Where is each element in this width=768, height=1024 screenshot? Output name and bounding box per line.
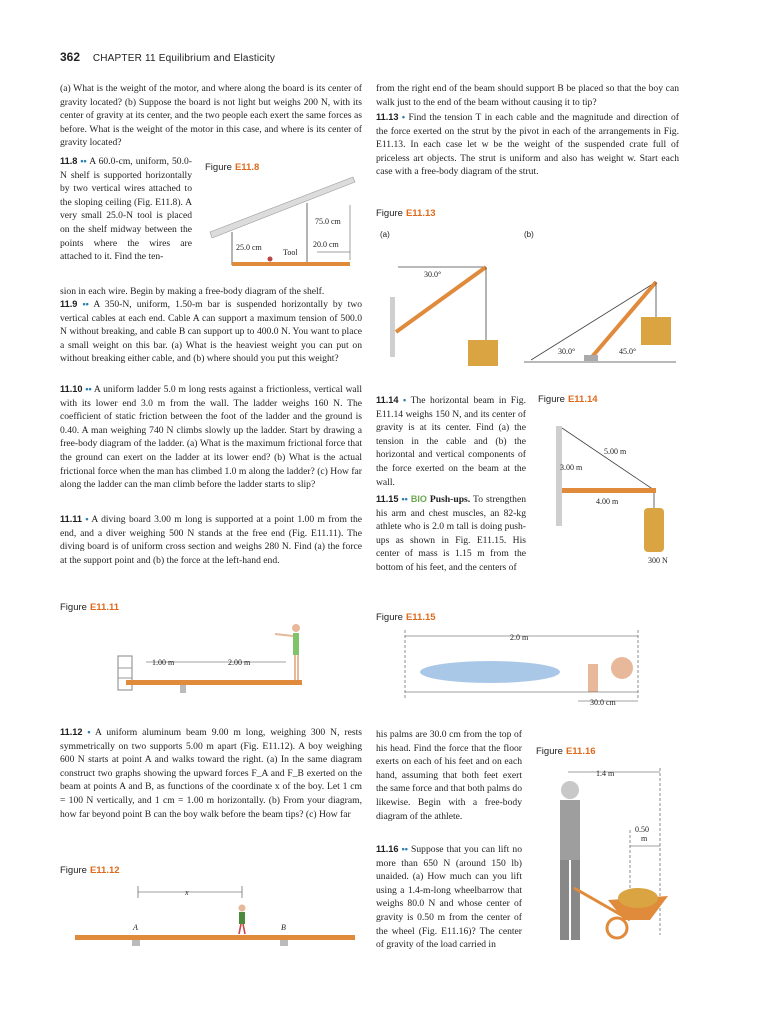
figure-e11-11 — [110, 618, 320, 698]
cable-b — [531, 282, 656, 360]
dim-5m: 5.00 m — [604, 447, 627, 456]
support-a — [132, 940, 140, 946]
left-column-top — [60, 82, 362, 150]
problem-11-14 — [376, 394, 526, 489]
point-b-label: B — [281, 923, 286, 932]
dim-3m: 3.00 m — [560, 463, 583, 472]
person-torso — [560, 800, 580, 860]
problem-text: Suppose that you can lift no more than 650 N (around 150 lb) unaided. (a) How much can you lift using a 1.4-m-long wheelbarrow that weighs 80.0 N and whose center of gravity is 0.50 m from the center of the wheel (Fig. E11.16)? The center of gravity of the load carried in — [376, 844, 522, 951]
angle-b2: 45.0° — [619, 347, 637, 356]
support-b — [280, 940, 288, 946]
weight-label: 300 N — [648, 556, 668, 565]
panel-b-label: (b) — [524, 230, 534, 239]
difficulty-dots: • — [401, 112, 406, 122]
figure-e11-14 — [538, 408, 688, 573]
figure-e11-12 — [72, 880, 362, 952]
problem-number: 11.12 — [60, 727, 83, 737]
problem-text: Find the tension T in each cable and the magnitude and direction of the force exerted on the strut by the pivot in each of the arrangements in Fig. E11.13. In each case let w be the weight of the suspended crate full of priceless art objects. The strut is uniform and also has weight w. Start each case with a free-body diagram of the strut. — [376, 112, 680, 178]
boy-head — [239, 905, 246, 912]
right-column-top — [376, 82, 679, 109]
problem-number: 11.9 — [60, 299, 78, 309]
problem-11-15-continued — [376, 728, 522, 823]
difficulty-dots: • — [87, 727, 91, 737]
angle-a: 30.0° — [424, 270, 442, 279]
board-support — [180, 685, 186, 693]
diver-head — [292, 624, 300, 632]
difficulty-dots: •• — [82, 299, 89, 309]
problem-11-8-continued — [60, 285, 362, 299]
difficulty-dots: •• — [80, 156, 87, 166]
problem-number: 11.11 — [60, 514, 82, 524]
figure-e11-8 — [205, 172, 365, 272]
aluminum-beam — [75, 935, 355, 940]
point-a-label: A — [133, 923, 138, 932]
tool-label: Tool — [283, 248, 298, 257]
wall-a — [390, 297, 395, 357]
problem-number: 11.16 — [376, 844, 399, 854]
difficulty-dots: • — [85, 514, 89, 524]
crate-a — [468, 340, 498, 366]
figure-e11-13 — [376, 222, 680, 372]
problem-text: A diving board 3.00 m long is supported at a point 1.00 m from the end, and a diver weighing 500 N stands at the free end (Fig. E11.11). The diving board is of uniform cross section and weighs 280 N. Find (a) the force at the support point and (b) the force at the left-hand end. — [60, 514, 363, 566]
problem-title: Push-ups. — [429, 494, 471, 505]
tool-icon — [268, 257, 273, 262]
dim-75cm: 75.0 cm — [315, 217, 341, 226]
problem-text: To strengthen his arm and chest muscles, an 82-kg athlete who is 2.0 m tall is doing push-ups as shown in Fig. E11.15. His center of mass is 1.15 m from the bottom of his feet, and the centers of — [376, 494, 527, 573]
horizontal-beam — [562, 488, 656, 493]
person-head — [561, 781, 579, 799]
person-leg — [560, 860, 569, 940]
difficulty-dots: •• — [401, 844, 408, 854]
figure-label-e11-11: Figure E11.11 — [60, 602, 119, 613]
crate-b — [641, 317, 671, 345]
paragraph: from the right end of the beam should support B be placed so that the boy can walk just to the end of the beam without causing it to tip? — [376, 83, 679, 108]
problem-text: his palms are 30.0 cm from the top of his head. Find the force that the floor exerts on each of his feet and on each hand, assuming that both feet exert the same force and that both palms do likewise. Begin with a free-body diagram of the athlete. — [376, 729, 522, 822]
dim-4m: 4.00 m — [596, 497, 619, 506]
diving-board — [126, 680, 302, 685]
difficulty-dots: • — [403, 395, 407, 405]
figure-label-e11-14: Figure E11.14 — [538, 394, 598, 405]
panel-a-label: (a) — [380, 230, 390, 239]
problem-text: A uniform ladder 5.0 m long rests against a frictionless, vertical wall with its lower end 3.0 m from the wall. The ladder weighs 160 N. The coefficient of static friction between the foot of the ladder and the ground is 0.40. A man weighing 740 N climbs slowly up the ladder. Start by drawing a free-body diagram of the ladder. (a) What is the maximum frictional force that the ground can exert on the ladder at its lower end? (b) What is the actual frictional force when the man has climbed 1.0 m along the ladder? (c) How far along the ladder can the man climb before the ladder starts to slip? — [60, 384, 363, 491]
chapter-title: CHAPTER 11 Equilibrium and Elasticity — [92, 53, 276, 64]
paragraph: (a) What is the weight of the motor, and where along the board is its center of gravity located? (b) Suppose the board is not light but weighs 200 N, with its center of gravity at its center, and the two people each exert the same forces as before. What is the weight of the motor in this case, and where is its center of gravity located? — [60, 83, 362, 149]
dim-20cm: 20.0 cm — [313, 240, 339, 249]
dim-m: m — [641, 834, 648, 843]
problem-text: A uniform aluminum beam 9.00 m long, weighing 300 N, rests symmetrically on two supports 5.00 m apart (Fig. E11.12). A boy weighing 600 N starts at point A and walks toward the right. (a) In the same diagram construct two graphs showing the upward forces F_A and F_B exerted on the beam at points A and B, as functions of the coordinate x of the boy. Let 1 cm = 100 N vertically, and 1 cm = 1.00 m horizontally. (b) From your diagram, how far beyond point B can the boy walk before the beam tips? (c) How far — [60, 727, 362, 820]
problem-11-10 — [60, 383, 362, 492]
page-number: 362 — [60, 50, 81, 64]
shelf — [232, 262, 350, 266]
boy-body — [239, 912, 245, 924]
page-header — [60, 50, 275, 64]
cable — [562, 428, 654, 490]
dim-1m: 1.00 m — [152, 658, 175, 667]
wall — [556, 426, 562, 526]
figure-label-e11-16: Figure E11.16 — [536, 746, 596, 757]
dim-1-4m: 1.4 m — [596, 769, 615, 778]
problem-text: The horizontal beam in Fig. E11.14 weighs 150 N, and its center of gravity is at its center. Find (a) the tension in the cable and (b) the horizontal and vertical components of the force exerted on the beam at the wall. — [376, 395, 526, 488]
dim-2m: 2.00 m — [228, 658, 251, 667]
load — [618, 888, 658, 908]
problem-text: sion in each wire. Begin by making a free-body diagram of the shelf. — [60, 286, 325, 297]
athlete-arm — [588, 664, 598, 692]
problem-number: 11.14 — [376, 395, 399, 405]
problem-text: A 60.0-cm, uniform, 50.0-N shelf is supported horizontally by two vertical wires attached to the sloping ceiling (Fig. E11.8). A very small 25.0-N tool is placed on the shelf midway between the points where the wires are attached to it. Find the ten- — [60, 156, 192, 263]
dim-0-50: 0.50 — [635, 825, 649, 834]
figure-label-e11-13: Figure E11.13 — [376, 208, 436, 219]
problem-11-16 — [376, 843, 522, 952]
problem-11-11 — [60, 513, 362, 567]
problem-11-8 — [60, 155, 192, 264]
problem-number: 11.10 — [60, 384, 83, 394]
problem-number: 11.8 — [60, 156, 78, 166]
athlete-head — [611, 657, 633, 679]
weight-stack — [644, 508, 664, 552]
figure-label-e11-8: Figure E11.8 — [205, 162, 260, 173]
dim-2m: 2.0 m — [510, 633, 529, 642]
diver-body — [293, 633, 299, 655]
pivot-b — [584, 355, 598, 361]
bio-tag: BIO — [410, 494, 427, 504]
problem-11-9 — [60, 298, 362, 366]
figure-label-e11-12: Figure E11.12 — [60, 865, 120, 876]
problem-number: 11.15 — [376, 494, 399, 504]
difficulty-dots: •• — [85, 384, 92, 394]
dim-25cm: 25.0 cm — [236, 243, 262, 252]
figure-e11-15 — [400, 628, 645, 713]
athlete-body — [420, 661, 560, 683]
angle-b1: 30.0° — [558, 347, 576, 356]
problem-number: 11.13 — [376, 112, 399, 122]
problem-11-13 — [376, 111, 679, 179]
problem-text: A 350-N, uniform, 1.50-m bar is suspended horizontally by two vertical cables at each end. Cable A can support a maximum tension of 500.0 N without breaking, and cable B can support up to 400.0 N. You want to place a small weight on this bar. (a) What is the heaviest weight you can put on without breaking either cable, and (b) where should you put this weight? — [60, 299, 362, 365]
x-label: x — [185, 888, 189, 897]
problem-11-15 — [376, 493, 526, 575]
wheel — [607, 918, 627, 938]
dim-30cm: 30.0 cm — [590, 698, 616, 707]
sloping-ceiling — [210, 177, 355, 238]
difficulty-dots: •• — [401, 494, 408, 504]
figure-e11-16 — [538, 760, 678, 960]
figure-label-e11-15: Figure E11.15 — [376, 612, 436, 623]
problem-11-12 — [60, 726, 362, 821]
